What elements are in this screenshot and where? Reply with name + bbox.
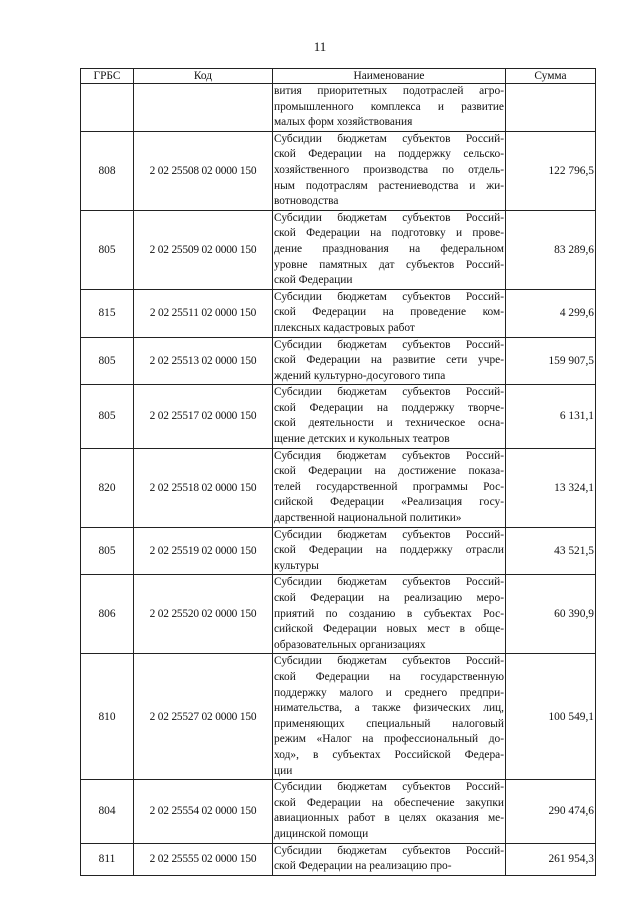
cell-sum: 159 907,5 — [506, 337, 596, 385]
table-row — [81, 84, 596, 132]
table-row — [81, 448, 596, 527]
name-line: авиационных работ в целях оказания ме- — [274, 812, 504, 825]
table-row — [81, 780, 596, 843]
name-line: Субсидии бюджетам субъектов Россий- — [274, 338, 504, 351]
cell-name — [273, 527, 506, 575]
name-line: малых форм хозяйствования — [274, 116, 413, 129]
cell-code: 2 02 25554 02 0000 150 — [134, 780, 273, 843]
table-row — [81, 289, 596, 337]
cell-grbs: 805 — [81, 385, 134, 448]
name-line: уровне памятных дат субъектов Россий- — [274, 258, 504, 271]
cell-code: 2 02 25513 02 0000 150 — [134, 337, 273, 385]
name-line: ход», в субъектах Российской Федера- — [274, 748, 504, 761]
name-line: ской деятельности и техническое осна- — [274, 417, 504, 430]
name-line: ской Федерации — [274, 274, 353, 287]
cell-code: 2 02 25518 02 0000 150 — [134, 448, 273, 527]
cell-code — [134, 84, 273, 132]
name-line: ской Федерации на достижение показа- — [274, 465, 504, 478]
cell-name — [273, 337, 506, 385]
cell-sum: 13 324,1 — [506, 448, 596, 527]
name-line: вотноводства — [274, 195, 339, 208]
name-line: Субсидии бюджетам субъектов Россий- — [274, 132, 504, 145]
cell-grbs: 820 — [81, 448, 134, 527]
cell-code: 2 02 25509 02 0000 150 — [134, 210, 273, 289]
table-body — [81, 84, 596, 876]
cell-sum — [506, 84, 596, 132]
name-line: Субсидии бюджетам субъектов Россий- — [274, 781, 504, 794]
header-code: Код — [134, 69, 273, 84]
name-line: Субсидии бюджетам субъектов Россий- — [274, 290, 504, 303]
name-line: ской Федерации на государственную — [274, 670, 504, 683]
name-line: вития приоритетных подотраслей агро- — [274, 85, 504, 97]
cell-sum: 122 796,5 — [506, 131, 596, 210]
cell-grbs: 805 — [81, 210, 134, 289]
table-row — [81, 131, 596, 210]
cell-sum: 100 549,1 — [506, 654, 596, 780]
table-row — [81, 843, 596, 875]
table-row — [81, 210, 596, 289]
cell-sum: 6 131,1 — [506, 385, 596, 448]
header-grbs: ГРБС — [81, 69, 134, 84]
name-line: приятий по созданию в субъектах Рос- — [274, 607, 504, 620]
header-sum: Сумма — [506, 69, 596, 84]
name-line: ской Федерации на поддержку сельско- — [274, 148, 504, 161]
name-line: хозяйственного производства по отдель- — [274, 163, 504, 176]
name-line: плексных кадастровых работ — [274, 321, 415, 334]
name-line: ции — [274, 764, 293, 777]
cell-name — [273, 448, 506, 527]
cell-sum: 83 289,6 — [506, 210, 596, 289]
cell-name — [273, 575, 506, 654]
name-line: Субсидии бюджетам субъектов Россий- — [274, 844, 504, 857]
name-line: телей государственной программы Рос- — [274, 480, 504, 493]
name-line: ской Федерации на проведение ком- — [274, 306, 504, 319]
name-line: ской Федерации на обеспечение закупки — [274, 796, 504, 809]
cell-grbs: 815 — [81, 289, 134, 337]
cell-sum: 4 299,6 — [506, 289, 596, 337]
name-line: сийской Федерации «Реализация госу- — [274, 496, 504, 509]
name-line: дение празднования на федеральном — [274, 242, 504, 255]
name-line: ской Федерации на поддержку творче- — [274, 401, 504, 414]
cell-grbs — [81, 84, 134, 132]
cell-code: 2 02 25555 02 0000 150 — [134, 843, 273, 875]
cell-code: 2 02 25527 02 0000 150 — [134, 654, 273, 780]
cell-name — [273, 289, 506, 337]
cell-name — [273, 385, 506, 448]
name-line: применяющих специальный налоговый — [274, 717, 504, 730]
cell-name — [273, 131, 506, 210]
cell-code: 2 02 25508 02 0000 150 — [134, 131, 273, 210]
name-line: промышленного комплекса и развитие — [274, 100, 504, 113]
cell-sum: 60 390,9 — [506, 575, 596, 654]
name-line: ской Федерации на реализацию про- — [274, 860, 452, 873]
name-line: режим «Налог на профессиональный до- — [274, 733, 504, 746]
name-line: ской Федерации на поддержку отрасли — [274, 544, 504, 557]
header-name: Наименование — [273, 69, 506, 84]
name-line: ской Федерации на реализацию меро- — [274, 592, 504, 604]
table-row — [81, 385, 596, 448]
name-line: поддержку малого и среднего предпри- — [274, 686, 504, 699]
table-row — [81, 654, 596, 780]
cell-grbs: 806 — [81, 575, 134, 654]
table-row — [81, 527, 596, 575]
name-line: сийской Федерации новых мест в обще- — [274, 623, 504, 636]
name-line: Субсидии бюджетам субъектов Россий- — [274, 386, 504, 399]
name-line: щение детских и кукольных театров — [274, 433, 450, 446]
name-line: ской Федерации на подготовку и прове- — [274, 227, 504, 240]
name-line: дицинской помощи — [274, 827, 369, 840]
cell-sum: 43 521,5 — [506, 527, 596, 575]
cell-code: 2 02 25517 02 0000 150 — [134, 385, 273, 448]
name-line: ным подотраслям растениеводства и жи- — [274, 179, 504, 192]
cell-grbs: 805 — [81, 337, 134, 385]
cell-sum: 261 954,3 — [506, 843, 596, 875]
table-row — [81, 337, 596, 385]
cell-code: 2 02 25519 02 0000 150 — [134, 527, 273, 575]
cell-grbs: 810 — [81, 654, 134, 780]
cell-code: 2 02 25520 02 0000 150 — [134, 575, 273, 654]
name-line: образовательных организациях — [274, 638, 426, 651]
cell-code: 2 02 25511 02 0000 150 — [134, 289, 273, 337]
cell-sum: 290 474,6 — [506, 780, 596, 843]
cell-grbs: 808 — [81, 131, 134, 210]
name-line: Субсидии бюджетам субъектов Россий- — [274, 655, 504, 668]
cell-name — [273, 210, 506, 289]
name-line: культуры — [274, 559, 319, 572]
cell-grbs: 811 — [81, 843, 134, 875]
name-line: Субсидии бюджетам субъектов Россий- — [274, 576, 504, 589]
name-line: Субсидии бюджетам субъектов Россий- — [274, 528, 504, 541]
budget-table — [80, 68, 596, 876]
cell-name — [273, 780, 506, 843]
cell-grbs: 805 — [81, 527, 134, 575]
table-row — [81, 575, 596, 654]
page-number: 11 — [313, 39, 327, 54]
name-line: Субсидия бюджетам субъектов Россий- — [274, 449, 504, 462]
cell-grbs: 804 — [81, 780, 134, 843]
name-line: дарственной национальной политики» — [274, 512, 462, 525]
cell-name — [273, 654, 506, 780]
cell-name — [273, 843, 506, 875]
name-line: Субсидии бюджетам субъектов Россий- — [274, 211, 504, 224]
name-line: ской Федерации на развитие сети учре- — [274, 354, 504, 367]
table-header-row — [81, 69, 596, 84]
cell-name — [273, 84, 506, 132]
name-line: ждений культурно-досугового типа — [274, 369, 446, 382]
name-line: нимательства, а также физических лиц, — [274, 702, 504, 715]
